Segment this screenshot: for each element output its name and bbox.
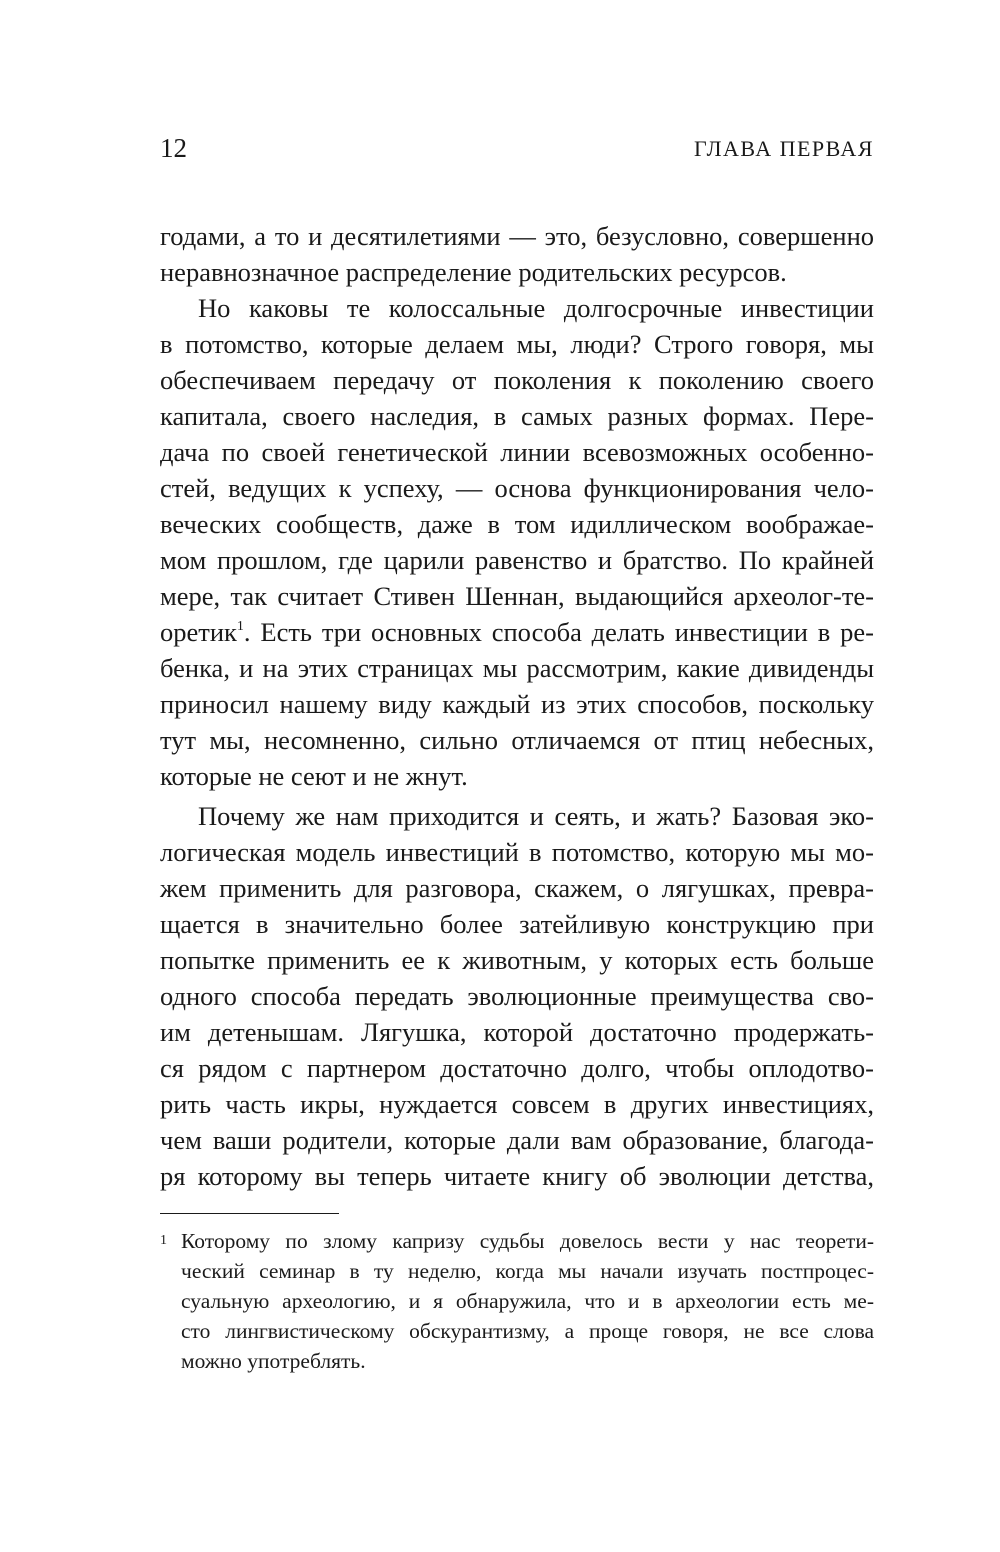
body-line: дача по своей генетической линии всевозможных особенно- [160,437,874,467]
body-line: им детенышам. Лягушка, которой достаточно продержать- [160,1017,874,1047]
body-line: мере, так считает Стивен Шеннан, выдающийся археолог-те- [160,581,874,611]
body-line: стей, ведущих к успеху, — основа функционирования чело- [160,473,874,503]
body-line: жем применить для разговора, скажем, о лягушках, превра- [160,873,874,903]
page-number: 12 [160,133,187,163]
body-line: ся рядом с партнером достаточно долго, чтобы оплодотво- [160,1053,874,1083]
body-line: которые не сеют и не жнут. [160,761,468,791]
body-text: оретик [160,617,237,647]
body-line: логическая модель инвестиций в потомство, которую мы мо- [160,837,874,867]
footnote-reference[interactable]: 1 [236,619,244,634]
body-line: приносил нашему виду каждый из этих способов, поскольку [160,689,874,719]
body-line: щается в значительно более затейливую конструкцию при [160,909,874,939]
body-text: . Есть три основных способа делать инвестиции в ре- [243,617,874,647]
body-line: Но каковы те колоссальные долгосрочные инвестиции [198,293,874,323]
body-line: мом прошлом, где царили равенство и братство. По крайней [160,545,874,575]
footnote-line: суальную археологию, и я обнаружила, что и в археологии есть ме- [181,1289,874,1313]
body-line: чем ваши родители, которые дали вам образование, благода- [160,1125,874,1155]
footnote-line: Которому по злому капризу судьбы довелось вести у нас теорети- [181,1229,874,1253]
body-line: неравнозначное распределение родительских ресурсов. [160,257,787,287]
footnote-line: сто лингвистическому обскурантизму, а проще говоря, не все слова [181,1319,874,1343]
body-line: веческих сообществ, даже в том идиллическом воображае- [160,509,874,539]
body-line: ря которому вы теперь читаете книгу об эволюции детства, [160,1161,874,1191]
body-line: бенка, и на этих страницах мы рассмотрим, какие дивиденды [160,653,874,683]
body-line: тут мы, несомненно, сильно отличаемся от птиц небесных, [160,725,874,755]
body-line: рить часть икры, нуждается совсем в других инвестициях, [160,1089,874,1119]
body-line: обеспечиваем передачу от поколения к поколению своего [160,365,874,395]
body-line-with-reference [160,614,874,650]
footnote-line: можно употреблять. [181,1349,366,1373]
body-line: годами, а то и десятилетиями — это, безусловно, совершенно [160,221,874,251]
body-line: в потомство, которые делаем мы, люди? Строго говоря, мы [160,329,874,359]
chapter-title: ГЛАВА ПЕРВАЯ [694,136,874,161]
body-line: попытке применить ее к животным, у которых есть больше [160,945,874,975]
footnote-marker: 1 [160,1233,167,1248]
body-line: капитала, своего наследия, в самых разных формах. Пере- [160,401,874,431]
body-line: одного способа передать эволюционные преимущества сво- [160,981,874,1011]
footnote-divider [160,1213,339,1214]
footnote-line: ческий семинар в ту неделю, когда мы начали изучать постпроцес- [181,1259,874,1283]
body-line: Почему же нам приходится и сеять, и жать? Базовая эко- [198,801,874,831]
